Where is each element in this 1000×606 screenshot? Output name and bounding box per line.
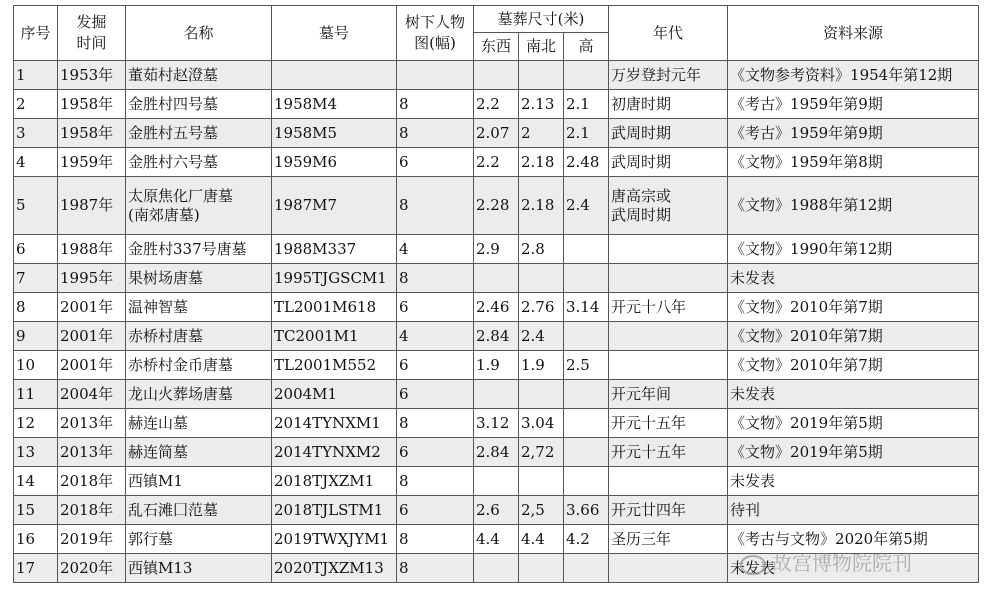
table-row	[14, 264, 979, 293]
table-cell: 2001年	[58, 351, 126, 380]
table-cell: 待刊	[728, 496, 979, 525]
table-cell: 2.5	[564, 351, 609, 380]
header-tomb-size: 墓葬尺寸(米)	[474, 6, 609, 33]
tomb-table	[13, 5, 979, 583]
table-cell: 赤桥村金币唐墓	[126, 351, 272, 380]
table-cell: 2,5	[519, 496, 564, 525]
table-cell	[474, 264, 519, 293]
table-cell: 《考古》1959年第9期	[728, 119, 979, 148]
table-cell: 8	[397, 467, 474, 496]
table-cell: 1	[14, 61, 58, 90]
table-body	[14, 61, 979, 583]
table-cell: 8	[397, 90, 474, 119]
table-cell: 1995年	[58, 264, 126, 293]
table-cell	[474, 61, 519, 90]
table-cell: 6	[397, 496, 474, 525]
table-row	[14, 293, 979, 322]
table-cell: 2.6	[474, 496, 519, 525]
table-cell: 2.48	[564, 148, 609, 177]
header-excavation-time: 发掘 时间	[58, 6, 126, 61]
table-cell	[519, 264, 564, 293]
table-cell: 赫连山墓	[126, 409, 272, 438]
table-cell: 温神智墓	[126, 293, 272, 322]
table-cell	[474, 380, 519, 409]
table-cell: 1959M6	[272, 148, 397, 177]
table-cell: 《文物》2010年第7期	[728, 351, 979, 380]
table-cell: 1953年	[58, 61, 126, 90]
table-cell: 《考古与文物》2020年第5期	[728, 525, 979, 554]
table-cell: 8	[14, 293, 58, 322]
table-cell: 2019年	[58, 525, 126, 554]
table-cell: 西镇M13	[126, 554, 272, 583]
table-cell: 8	[397, 525, 474, 554]
table-cell: 圣历三年	[609, 525, 728, 554]
wechat-icon	[740, 555, 766, 575]
table-cell: 未发表	[728, 467, 979, 496]
table-cell: TL2001M618	[272, 293, 397, 322]
table-cell: 7	[14, 264, 58, 293]
table-cell: 9	[14, 322, 58, 351]
table-cell: 1988M337	[272, 235, 397, 264]
table-row	[14, 61, 979, 90]
header-figure-count: 树下人物 图(幅)	[397, 6, 474, 61]
table-cell	[564, 235, 609, 264]
table-cell: 2014TYNXM1	[272, 409, 397, 438]
table-cell: 金胜村四号墓	[126, 90, 272, 119]
table-cell: 2.07	[474, 119, 519, 148]
header-name: 名称	[126, 6, 272, 61]
table-cell: 2.1	[564, 119, 609, 148]
table-cell: 唐高宗或 武周时期	[609, 177, 728, 235]
table-cell: 2013年	[58, 409, 126, 438]
table-cell: 赫连简墓	[126, 438, 272, 467]
table-cell: 《文物》2019年第5期	[728, 438, 979, 467]
table-cell: 1958年	[58, 119, 126, 148]
table-cell	[564, 322, 609, 351]
table-cell: 4.4	[474, 525, 519, 554]
table-cell	[272, 61, 397, 90]
table-cell: 1.9	[474, 351, 519, 380]
table-cell: 4	[397, 322, 474, 351]
table-row	[14, 467, 979, 496]
table-cell: 2018TJXZM1	[272, 467, 397, 496]
header-height: 高	[564, 33, 609, 61]
table-cell	[519, 554, 564, 583]
table-cell: 2.84	[474, 322, 519, 351]
header-seq: 序号	[14, 6, 58, 61]
table-cell	[564, 264, 609, 293]
table-cell: 2.18	[519, 148, 564, 177]
table-cell: 金胜村337号唐墓	[126, 235, 272, 264]
table-cell: 8	[397, 409, 474, 438]
table-cell	[519, 380, 564, 409]
table-cell: 金胜村六号墓	[126, 148, 272, 177]
table-row	[14, 438, 979, 467]
table-cell	[609, 351, 728, 380]
table-cell: 未发表	[728, 380, 979, 409]
table-cell: 14	[14, 467, 58, 496]
table-row	[14, 177, 979, 235]
table-cell: 2018年	[58, 496, 126, 525]
table-cell: 16	[14, 525, 58, 554]
table-cell	[397, 61, 474, 90]
table-cell: 1995TJGSCM1	[272, 264, 397, 293]
table-cell: 2.4	[564, 177, 609, 235]
table-cell: 2	[14, 90, 58, 119]
table-cell	[564, 554, 609, 583]
table-cell: 2.84	[474, 438, 519, 467]
table-cell: 《考古》1959年第9期	[728, 90, 979, 119]
header-east-west: 东西	[474, 33, 519, 61]
table-cell: 4.4	[519, 525, 564, 554]
table-cell: 《文物》2010年第7期	[728, 293, 979, 322]
table-row	[14, 119, 979, 148]
table-cell: 2	[519, 119, 564, 148]
table-cell	[519, 61, 564, 90]
table-cell: TC2001M1	[272, 322, 397, 351]
table-cell	[474, 554, 519, 583]
table-cell	[609, 467, 728, 496]
table-cell: 未发表	[728, 554, 979, 583]
table-cell: 6	[14, 235, 58, 264]
header-tomb-number: 墓号	[272, 6, 397, 61]
table-cell: 1.9	[519, 351, 564, 380]
header-north-south: 南北	[519, 33, 564, 61]
watermark	[740, 547, 912, 576]
table-cell: 赤桥村唐墓	[126, 322, 272, 351]
table-cell: 1958M4	[272, 90, 397, 119]
table-cell: 2.13	[519, 90, 564, 119]
table-cell: 《文物》1990年第12期	[728, 235, 979, 264]
table-cell	[564, 61, 609, 90]
table-cell: 果树场唐墓	[126, 264, 272, 293]
table-cell: 2.4	[519, 322, 564, 351]
table-cell: 2.8	[519, 235, 564, 264]
table-cell: 13	[14, 438, 58, 467]
table-cell: 6	[397, 351, 474, 380]
table-cell: 2004M1	[272, 380, 397, 409]
table-cell: 6	[397, 380, 474, 409]
table-cell: 2019TWXJYM1	[272, 525, 397, 554]
table-cell: 金胜村五号墓	[126, 119, 272, 148]
table-cell: 2013年	[58, 438, 126, 467]
table-cell: 2018TJLSTM1	[272, 496, 397, 525]
table-cell: 董茹村赵澄墓	[126, 61, 272, 90]
table-cell: 10	[14, 351, 58, 380]
table-cell: 开元十五年	[609, 409, 728, 438]
table-cell: 开元廿四年	[609, 496, 728, 525]
table-cell: 3.04	[519, 409, 564, 438]
table-row	[14, 409, 979, 438]
table-cell	[564, 409, 609, 438]
table-cell: 武周时期	[609, 119, 728, 148]
table-cell: 初唐时期	[609, 90, 728, 119]
table-cell	[519, 467, 564, 496]
table-cell: 2.18	[519, 177, 564, 235]
table-row	[14, 496, 979, 525]
table-cell: 2.76	[519, 293, 564, 322]
table-row	[14, 148, 979, 177]
table-cell: 1987年	[58, 177, 126, 235]
table-cell: 3	[14, 119, 58, 148]
table-cell	[564, 380, 609, 409]
table-cell: 2,72	[519, 438, 564, 467]
table-cell: 1988年	[58, 235, 126, 264]
table-cell: 《文物》2019年第5期	[728, 409, 979, 438]
table-cell: 4	[397, 235, 474, 264]
table-cell: 11	[14, 380, 58, 409]
table-cell: 6	[397, 438, 474, 467]
header-source: 资料来源	[728, 6, 979, 61]
table-cell: 1958M5	[272, 119, 397, 148]
table-row	[14, 90, 979, 119]
table-row	[14, 322, 979, 351]
table-cell: 乱石滩囗范墓	[126, 496, 272, 525]
table-cell: 6	[397, 148, 474, 177]
table-cell	[564, 467, 609, 496]
table-cell: 2001年	[58, 322, 126, 351]
table-cell: 1987M7	[272, 177, 397, 235]
watermark-text: 故宫博物院院刊	[772, 551, 912, 575]
table-cell: 《文物》1959年第8期	[728, 148, 979, 177]
table-cell: 15	[14, 496, 58, 525]
table-cell: 8	[397, 119, 474, 148]
table-cell: 西镇M1	[126, 467, 272, 496]
table-cell: 2001年	[58, 293, 126, 322]
table-cell: 未发表	[728, 264, 979, 293]
table-cell: 2020TJXZM13	[272, 554, 397, 583]
table-cell: 《文物》1988年第12期	[728, 177, 979, 235]
table-cell: 4	[14, 148, 58, 177]
table-cell: 万岁登封元年	[609, 61, 728, 90]
table-cell: 3.12	[474, 409, 519, 438]
table-cell: 5	[14, 177, 58, 235]
table-cell	[609, 264, 728, 293]
table-cell: 2004年	[58, 380, 126, 409]
table-cell: 4.2	[564, 525, 609, 554]
table-cell: 1959年	[58, 148, 126, 177]
table-cell: 2014TYNXM2	[272, 438, 397, 467]
table-cell: 2.9	[474, 235, 519, 264]
table-cell: 8	[397, 554, 474, 583]
table-cell: 12	[14, 409, 58, 438]
table-cell: 1958年	[58, 90, 126, 119]
table-row	[14, 351, 979, 380]
table-cell: 8	[397, 264, 474, 293]
table-cell: 《文物》2010年第7期	[728, 322, 979, 351]
table-cell: 开元十八年	[609, 293, 728, 322]
table-cell	[609, 322, 728, 351]
table-cell: 太原焦化厂唐墓 (南郊唐墓)	[126, 177, 272, 235]
table-cell: 2020年	[58, 554, 126, 583]
table-cell: 3.66	[564, 496, 609, 525]
table-cell: 2.46	[474, 293, 519, 322]
header-era: 年代	[609, 6, 728, 61]
table-cell: 17	[14, 554, 58, 583]
table-cell: 龙山火葬场唐墓	[126, 380, 272, 409]
table-cell	[564, 438, 609, 467]
table-cell: 8	[397, 177, 474, 235]
table-cell: 2.28	[474, 177, 519, 235]
table-cell: 郭行墓	[126, 525, 272, 554]
table-cell: 2018年	[58, 467, 126, 496]
table-cell: 开元十五年	[609, 438, 728, 467]
table-cell: 开元年间	[609, 380, 728, 409]
table-cell: 2.2	[474, 148, 519, 177]
table-cell	[609, 235, 728, 264]
table-cell: 《文物参考资料》1954年第12期	[728, 61, 979, 90]
table-cell	[609, 554, 728, 583]
table-cell: 武周时期	[609, 148, 728, 177]
table-cell: TL2001M552	[272, 351, 397, 380]
table-cell: 2.1	[564, 90, 609, 119]
table-cell: 3.14	[564, 293, 609, 322]
table-cell	[474, 467, 519, 496]
table-cell: 6	[397, 293, 474, 322]
table-cell: 2.2	[474, 90, 519, 119]
table-row	[14, 380, 979, 409]
table-row	[14, 235, 979, 264]
